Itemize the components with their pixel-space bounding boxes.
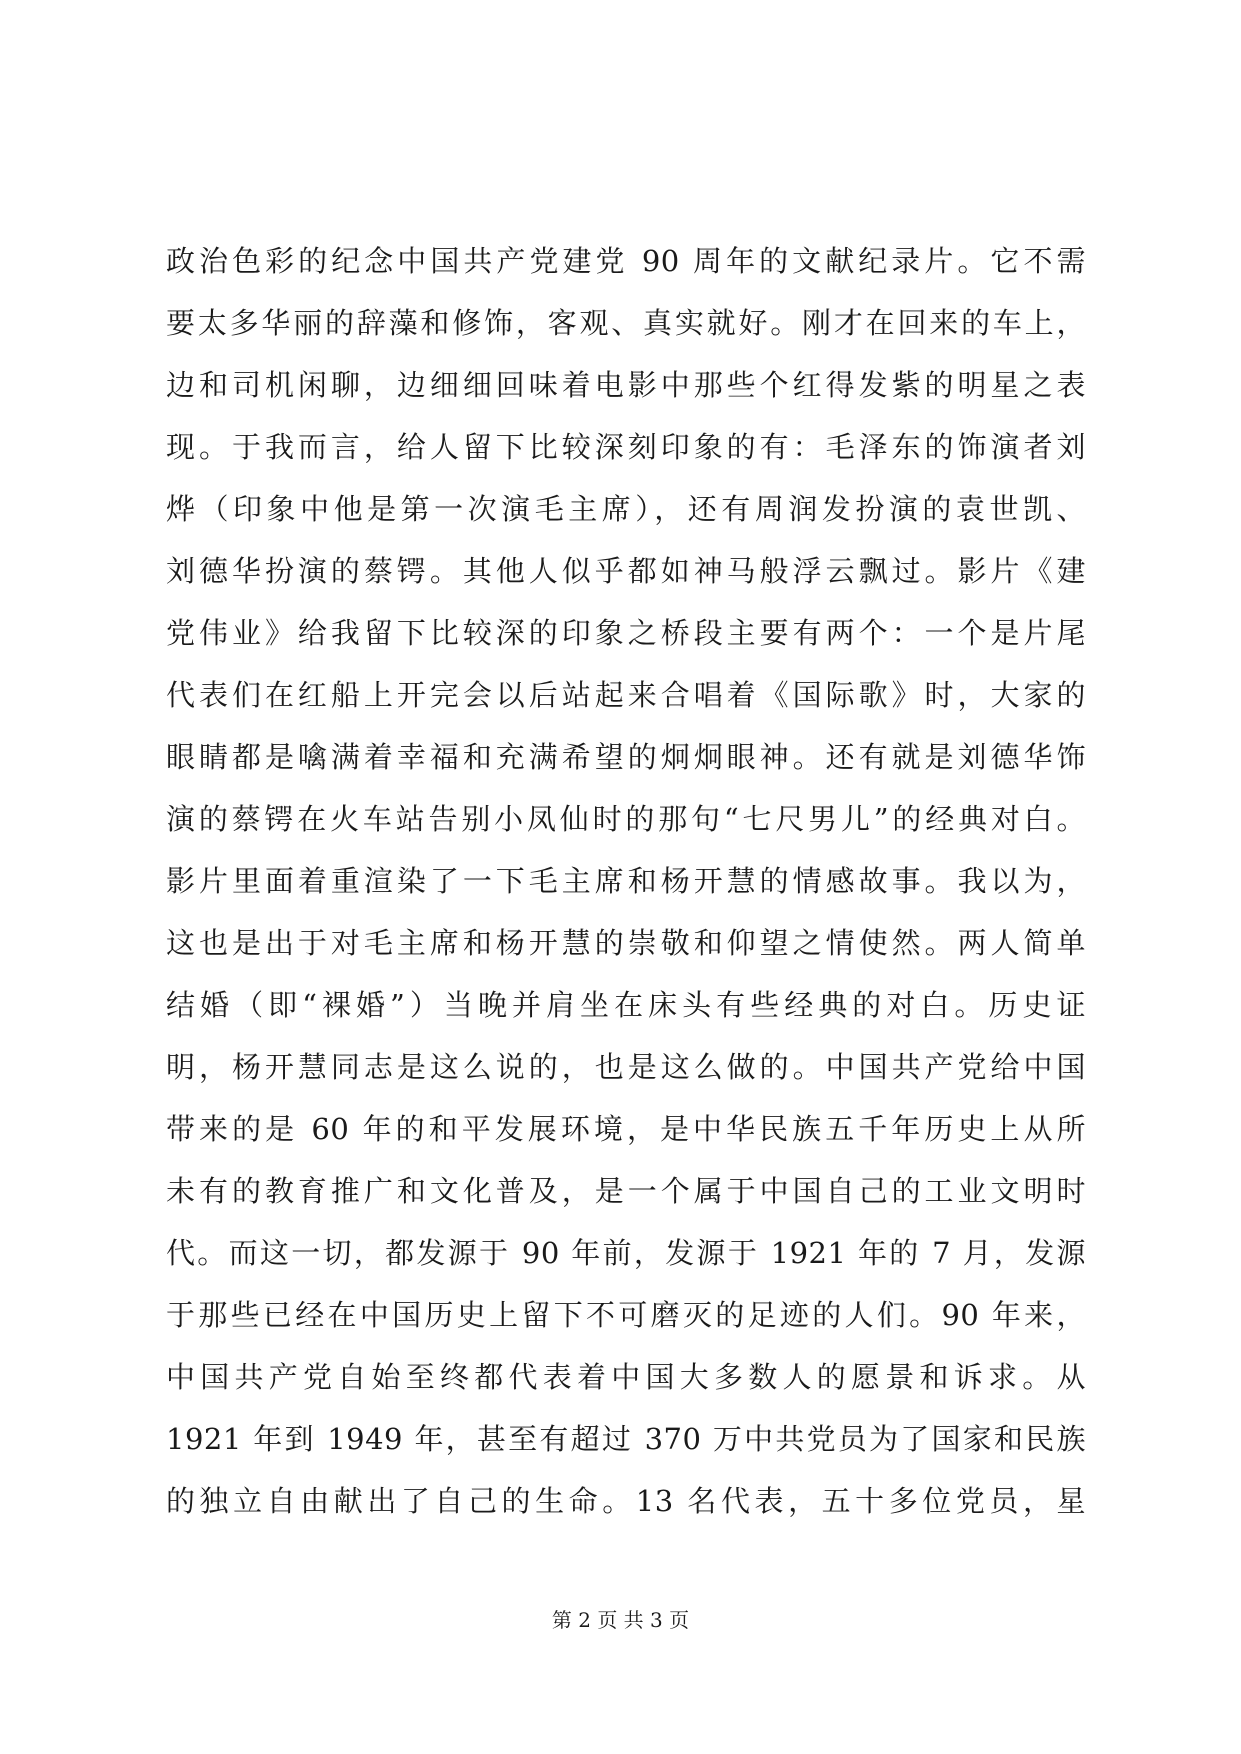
text-line: 政治色彩的纪念中国共产党建党 90 周年的文献纪录片。它不需: [166, 244, 1086, 278]
text-line: 演的蔡锷在火车站告别小凤仙时的那句“七尺男儿”的经典对白。: [166, 802, 1086, 836]
text-line: 1921 年到 1949 年，甚至有超过 370 万中共党员为了国家和民族: [166, 1422, 1086, 1456]
text-line: 明，杨开慧同志是这么说的，也是这么做的。中国共产党给中国: [166, 1050, 1086, 1084]
text-line: 中国共产党自始至终都代表着中国大多数人的愿景和诉求。从: [166, 1360, 1086, 1394]
text-line: 现。于我而言，给人留下比较深刻印象的有：毛泽东的饰演者刘: [166, 430, 1086, 464]
text-line: 党伟业》给我留下比较深的印象之桥段主要有两个：一个是片尾: [166, 616, 1086, 650]
body-text: [166, 230, 1086, 1532]
text-line: 影片里面着重渲染了一下毛主席和杨开慧的情感故事。我以为，: [166, 864, 1086, 898]
text-line: 代。而这一切，都发源于 90 年前，发源于 1921 年的 7 月，发源: [166, 1236, 1086, 1270]
text-line: 这也是出于对毛主席和杨开慧的崇敬和仰望之情使然。两人简单: [166, 926, 1086, 960]
text-line: 刘德华扮演的蔡锷。其他人似乎都如神马般浮云飘过。影片《建: [166, 554, 1086, 588]
page-footer: 第 2 页 共 3 页: [551, 1608, 690, 1632]
text-line: 未有的教育推广和文化普及，是一个属于中国自己的工业文明时: [166, 1174, 1086, 1208]
text-line: 眼睛都是噙满着幸福和充满希望的炯炯眼神。还有就是刘德华饰: [166, 740, 1086, 774]
text-line: 烨（印象中他是第一次演毛主席），还有周润发扮演的袁世凯、: [166, 492, 1086, 526]
text-line: 于那些已经在中国历史上留下不可磨灭的足迹的人们。90 年来，: [166, 1298, 1086, 1332]
text-line: 代表们在红船上开完会以后站起来合唱着《国际歌》时，大家的: [166, 678, 1086, 712]
text-line: 带来的是 60 年的和平发展环境，是中华民族五千年历史上从所: [166, 1112, 1086, 1146]
text-line: 的独立自由献出了自己的生命。13 名代表，五十多位党员，星: [166, 1484, 1086, 1518]
text-line: 边和司机闲聊，边细细回味着电影中那些个红得发紫的明星之表: [166, 368, 1086, 402]
text-line: 要太多华丽的辞藻和修饰，客观、真实就好。刚才在回来的车上，: [166, 306, 1086, 340]
text-line: 结婚（即“裸婚”）当晚并肩坐在床头有些经典的对白。历史证: [166, 988, 1086, 1022]
